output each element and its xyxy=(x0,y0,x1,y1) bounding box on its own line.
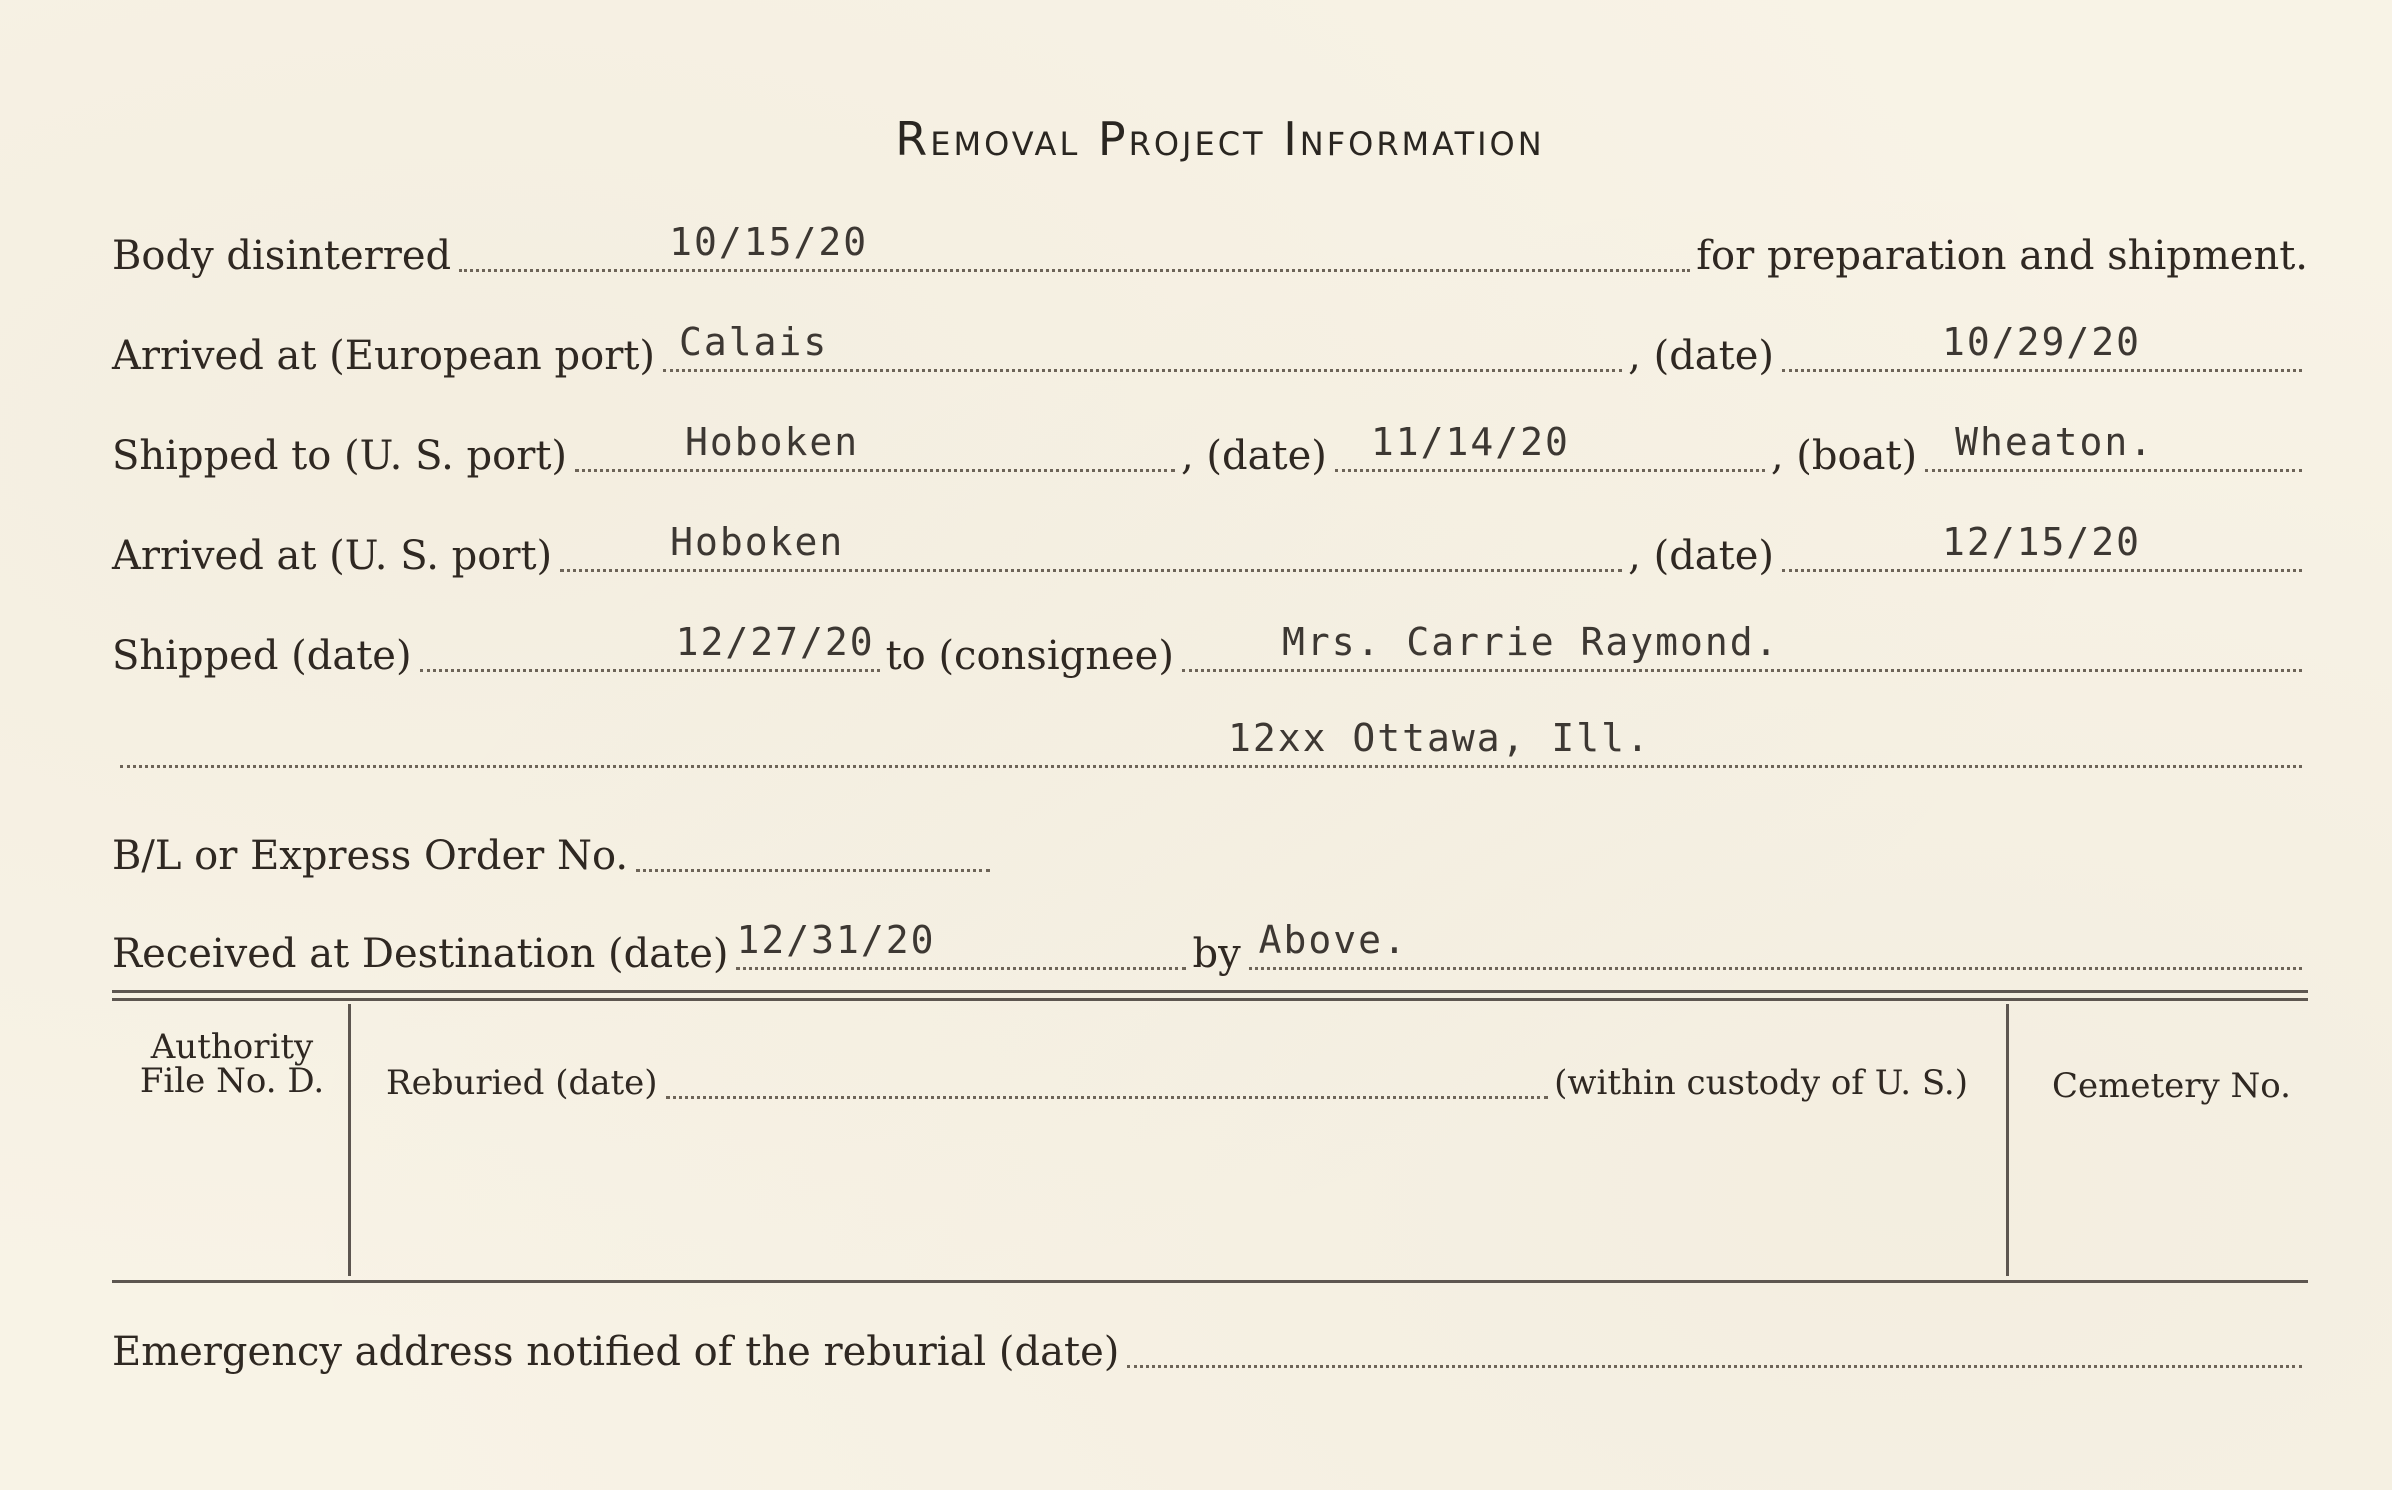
label-european-date: , (date) xyxy=(1628,333,1774,379)
field-received-by[interactable] xyxy=(1249,915,2302,970)
field-bl-order[interactable] xyxy=(636,817,990,872)
value-shipped-date: 11/14/20 xyxy=(1370,420,1570,464)
label-body-disinterred: Body disinterred xyxy=(112,233,452,279)
row-emergency xyxy=(112,1306,2308,1376)
value-shipped-consignee-date: 12/27/20 xyxy=(675,620,875,664)
row-bl-order xyxy=(112,810,996,880)
row-reburied xyxy=(386,1056,1968,1107)
label-received-by: by xyxy=(1192,931,1241,977)
field-received-date[interactable] xyxy=(736,915,1186,970)
value-consignee: Mrs. Carrie Raymond. xyxy=(1281,620,1780,664)
field-us-port[interactable] xyxy=(575,417,1175,472)
box-bottom-rule xyxy=(112,1280,2308,1283)
label-shipped-date-consignee: Shipped (date) xyxy=(112,633,412,679)
field-arrived-us-port[interactable] xyxy=(560,517,1622,572)
label-arrived-us-date: , (date) xyxy=(1628,533,1774,579)
label-shipped-us: Shipped to (U. S. port) xyxy=(112,433,567,479)
row-arrived-european xyxy=(112,310,2308,380)
value-received-date: 12/31/20 xyxy=(736,918,936,962)
label-shipped-date: , (date) xyxy=(1181,433,1327,479)
label-received: Received at Destination (date) xyxy=(112,931,729,977)
label-bl-order: B/L or Express Order No. xyxy=(112,833,629,879)
label-preparation: for preparation and shipment. xyxy=(1696,233,2308,279)
row-received xyxy=(112,908,2308,978)
label-emergency: Emergency address notified of the reburial (date) xyxy=(112,1329,1120,1375)
double-rule-bottom xyxy=(112,998,2308,1001)
label-arrived-us: Arrived at (U. S. port) xyxy=(112,533,553,579)
value-european-date: 10/29/20 xyxy=(1942,320,2142,364)
field-address[interactable] xyxy=(120,713,2302,768)
field-body-disinterred[interactable] xyxy=(459,217,1690,272)
value-us-port: Hoboken xyxy=(685,420,860,464)
field-european-port[interactable] xyxy=(663,317,1622,372)
box-divider-left xyxy=(348,1004,351,1276)
row-body-disinterred xyxy=(112,210,2308,280)
label-boat: , (boat) xyxy=(1770,433,1918,479)
label-authority-file: Authority File No. D. xyxy=(139,1027,325,1101)
value-european-port: Calais xyxy=(679,320,829,364)
value-address: 12xx Ottawa, Ill. xyxy=(1228,716,1651,760)
field-european-date[interactable] xyxy=(1782,317,2302,372)
field-arrived-us-date[interactable] xyxy=(1782,517,2302,572)
double-rule-top xyxy=(112,990,2308,993)
label-cemetery-no: Cemetery No. xyxy=(2052,1066,2291,1106)
value-arrived-us-date: 12/15/20 xyxy=(1942,520,2142,564)
row-shipped-date xyxy=(112,610,2308,680)
label-reburied: Reburied (date) xyxy=(386,1063,658,1103)
value-arrived-us-port: Hoboken xyxy=(670,520,845,564)
value-received-by: Above. xyxy=(1258,918,1408,962)
value-body-disinterred: 10/15/20 xyxy=(669,220,869,264)
row-address xyxy=(112,706,2308,776)
field-emergency-date[interactable] xyxy=(1127,1313,2302,1368)
field-reburied-date[interactable] xyxy=(666,1056,1549,1099)
label-consignee: to (consignee) xyxy=(885,633,1174,679)
box-divider-right xyxy=(2006,1004,2009,1276)
row-arrived-us xyxy=(112,510,2308,580)
value-boat: Wheaton. xyxy=(1955,420,2155,464)
field-shipped-date[interactable] xyxy=(1335,417,1765,472)
field-boat[interactable] xyxy=(1925,417,2302,472)
label-arrived-european: Arrived at (European port) xyxy=(112,333,656,379)
field-consignee[interactable] xyxy=(1182,617,2302,672)
row-shipped-us xyxy=(112,410,2308,480)
field-shipped-consignee-date[interactable] xyxy=(420,617,880,672)
card-title: Removal Project Information xyxy=(895,112,1545,166)
label-custody: (within custody of U. S.) xyxy=(1554,1063,1968,1103)
